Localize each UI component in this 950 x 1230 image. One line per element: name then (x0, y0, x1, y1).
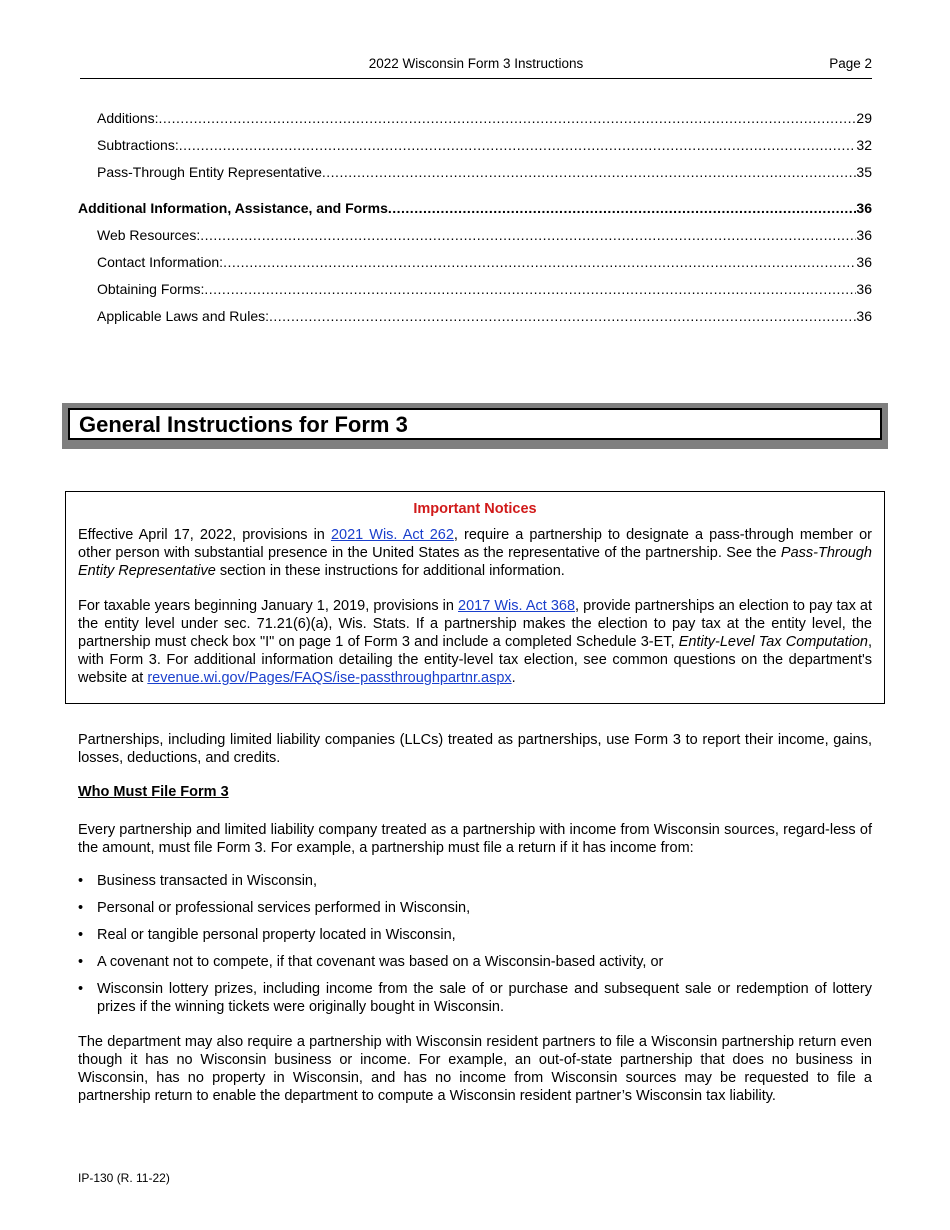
table-of-contents (78, 105, 872, 330)
list-item (78, 872, 872, 890)
text-run: section in these instructions for additional information. (215, 563, 565, 579)
toc-entry[interactable] (78, 222, 872, 249)
faq-url-link[interactable]: revenue.wi.gov/Pages/FAQS/ise-passthroughpartnr.aspx (147, 670, 512, 686)
text-run: , provide partnerships an election to pay tax at the entity level under sec. 71.21(6)(a), Wis. Stats. If a partnership makes the election to pay tax at the entity level, the partnership must check box "I" on page 1 of Form 3 and include a completed Schedule 3-ET, (78, 598, 872, 650)
bullet-icon: • (78, 981, 84, 997)
toc-entry-label: Subtractions: (97, 137, 179, 153)
toc-entry-page: 36 (856, 200, 872, 216)
list-item (78, 926, 872, 944)
section-title: General Instructions for Form 3 (68, 408, 882, 440)
income-sources-list (78, 872, 872, 1025)
who-must-file-paragraph: Every partnership and limited liability company treated as a partnership with income from Wisconsin sources, regard-less of the amount, must file Form 3. For example, a partnership must file a return if it has income from: (78, 822, 872, 856)
text-run: Effective April 17, 2022, provisions in (78, 527, 331, 543)
toc-entry-page: 32 (856, 137, 872, 153)
notice-paragraph-act-368 (78, 597, 872, 687)
italic-schedule-name: Entity-Level Tax Computation (678, 634, 868, 650)
list-item (78, 953, 872, 971)
text-run: . (511, 670, 516, 686)
toc-leader-dots (388, 195, 857, 222)
toc-entry-label: Applicable Laws and Rules: (97, 308, 269, 324)
list-item-text: A covenant not to compete, if that covenant was based on a Wisconsin-based activity, or (97, 954, 664, 970)
toc-leader-dots (269, 303, 856, 330)
toc-entry-page: 36 (856, 281, 872, 297)
toc-entry-page: 36 (856, 254, 872, 270)
toc-entry[interactable] (78, 159, 872, 186)
toc-entry-page: 29 (856, 110, 872, 126)
toc-entry[interactable] (78, 132, 872, 159)
list-item-text: Personal or professional services performed in Wisconsin, (97, 900, 471, 916)
important-notices-box (65, 491, 885, 704)
text-run: , with Form 3. For additional information detailing the entity-level tax election, see common questions on the department's website at (78, 634, 872, 686)
toc-leader-dots (223, 249, 856, 276)
list-item-text: Business transacted in Wisconsin, (97, 873, 318, 889)
document-title: 2022 Wisconsin Form 3 Instructions (368, 56, 584, 71)
toc-entry[interactable] (78, 105, 872, 132)
closing-paragraph: The department may also require a partnership with Wisconsin resident partners to file a Wisconsin partnership return even though it has no Wisconsin business or income. For example, an out-of-state partnership that does no business in Wisconsin, has no property in Wisconsin, and has no income from Wisconsin sources may be requested to file a partnership return to enable the department to compute a Wisconsin resident partner’s Wisconsin tax liability. (78, 1034, 872, 1104)
intro-paragraph: Partnerships, including limited liability companies (LLCs) treated as partnerships, use Form 3 to report their income, gains, losses, deductions, and credits. (78, 732, 872, 766)
bullet-icon: • (78, 927, 84, 943)
act-262-link[interactable]: 2021 Wis. Act 262 (330, 527, 454, 543)
toc-entry[interactable] (78, 276, 872, 303)
toc-entry-page: 35 (856, 164, 872, 180)
act-368-link[interactable]: 2017 Wis. Act 368 (458, 598, 576, 614)
page-number: Page 2 (829, 56, 872, 71)
notice-paragraph-act-262 (78, 526, 872, 580)
notice-title: Important Notices (413, 501, 537, 517)
toc-leader-dots (200, 222, 856, 249)
form-revision-footer: IP-130 (R. 11-22) (78, 1171, 170, 1185)
who-must-file-heading: Who Must File Form 3 (78, 784, 229, 800)
toc-entry-label: Additional Information, Assistance, and Forms (78, 200, 388, 216)
italic-section-name: Pass-Through Entity Representative (78, 545, 872, 579)
toc-entry[interactable] (78, 303, 872, 330)
bullet-icon: • (78, 954, 84, 970)
bullet-icon: • (78, 900, 84, 916)
section-banner (62, 403, 888, 449)
list-item (78, 980, 872, 1016)
toc-leader-dots (158, 105, 856, 132)
toc-entry[interactable] (78, 249, 872, 276)
toc-entry-label: Pass-Through Entity Representative (97, 164, 322, 180)
toc-entry-label: Obtaining Forms: (97, 281, 205, 297)
list-item-text: Wisconsin lottery prizes, including income from the sale of or purchase and subsequent sale or redemption of lottery prizes if the winning tickets were originally bought in Wisconsin. (97, 981, 872, 1015)
list-item-text: Real or tangible personal property located in Wisconsin, (97, 927, 456, 943)
toc-entry-label: Contact Information: (97, 254, 224, 270)
toc-leader-dots (179, 132, 857, 159)
toc-entry-label: Web Resources: (97, 227, 201, 243)
text-run: For taxable years beginning January 1, 2019, provisions in (78, 598, 459, 614)
toc-entry-page: 36 (856, 308, 872, 324)
toc-entry-label: Additions: (97, 110, 159, 126)
bullet-icon: • (78, 873, 84, 889)
toc-entry-page: 36 (856, 227, 872, 243)
toc-section-entry[interactable] (78, 195, 872, 222)
toc-leader-dots (204, 276, 856, 303)
list-item (78, 899, 872, 917)
toc-leader-dots (322, 159, 857, 186)
text-run: , require a partnership to designate a pass-through member or other person with substantial presence in the United States as the representative of the partnership. See the (78, 527, 873, 561)
page-header (80, 54, 872, 79)
